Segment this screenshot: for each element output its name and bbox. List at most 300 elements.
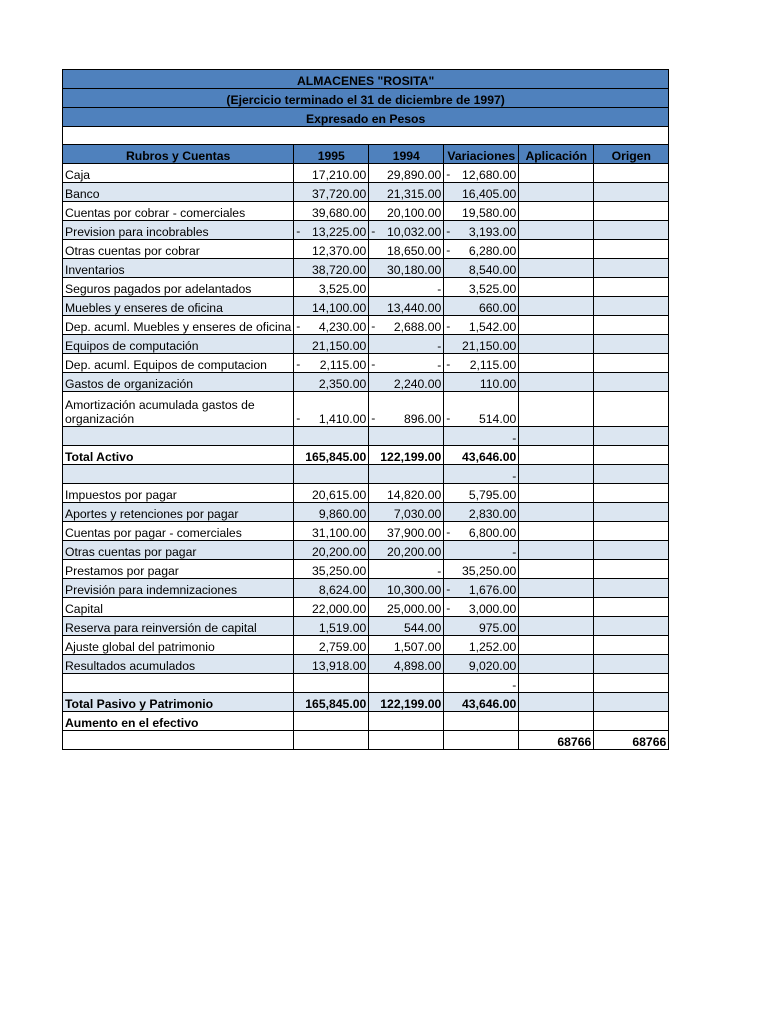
value-1995-cell[interactable] [294, 579, 369, 598]
variacion-cell[interactable] [444, 278, 519, 297]
cell-value: 2,830.00 [468, 507, 517, 521]
aplicacion-cell[interactable] [519, 221, 594, 240]
aplicacion-cell[interactable] [519, 164, 594, 183]
origen-cell[interactable] [594, 259, 669, 278]
cell-value: 35,250.00 [312, 564, 367, 578]
account-label-cell[interactable] [63, 465, 294, 484]
aplicacion-cell[interactable] [519, 503, 594, 522]
origen-cell[interactable] [594, 392, 669, 427]
account-label-cell[interactable]: Inventarios [63, 259, 294, 278]
value-1994-cell[interactable] [369, 259, 444, 278]
account-label-cell[interactable]: Capital [63, 598, 294, 617]
aplicacion-cell[interactable] [519, 693, 594, 712]
cell-value: 8,540.00 [468, 263, 517, 277]
value-1995-cell[interactable] [294, 373, 369, 392]
variacion-cell[interactable] [444, 259, 519, 278]
table-row [63, 240, 669, 259]
cell-value: 29,890.00 [387, 168, 442, 182]
variacion-cell[interactable] [444, 598, 519, 617]
aplicacion-cell[interactable] [519, 636, 594, 655]
blank-row-cell[interactable] [63, 127, 669, 145]
value-1994-cell[interactable] [369, 579, 444, 598]
origen-cell[interactable] [594, 465, 669, 484]
variacion-cell[interactable] [444, 427, 519, 446]
negative-sign: - [446, 319, 451, 333]
aplicacion-cell[interactable] [519, 522, 594, 541]
spreadsheet-table [62, 69, 669, 750]
negative-sign: - [371, 411, 376, 425]
column-header-variaciones[interactable]: Variaciones [444, 145, 519, 164]
value-1994-cell[interactable] [369, 278, 444, 297]
period-subtitle-cell[interactable]: (Ejercicio terminado el 31 de diciembre de 1997) [63, 89, 669, 108]
aplicacion-cell[interactable] [519, 731, 594, 750]
cell-value: 37,900.00 [387, 526, 442, 540]
negative-sign: - [446, 411, 451, 425]
value-1994-cell[interactable] [369, 731, 444, 750]
table-row [63, 617, 669, 636]
table-row [63, 503, 669, 522]
value-1994-cell[interactable] [369, 617, 444, 636]
table-row [63, 674, 669, 693]
value-1995-cell[interactable] [294, 598, 369, 617]
aplicacion-cell[interactable] [519, 316, 594, 335]
table-row [63, 221, 669, 240]
origen-cell[interactable] [594, 164, 669, 183]
company-title-cell[interactable]: ALMACENES "ROSITA" [63, 70, 669, 89]
account-label-cell[interactable]: Gastos de organización [63, 373, 294, 392]
account-label-cell[interactable] [63, 731, 294, 750]
cell-value: 165,845.00 [305, 697, 367, 711]
cell-value: 19,580.00 [462, 206, 517, 220]
aplicacion-cell[interactable] [519, 598, 594, 617]
cell-value: 20,200.00 [387, 545, 442, 559]
account-label-cell[interactable]: Equipos de computación [63, 335, 294, 354]
variacion-cell[interactable] [444, 655, 519, 674]
cell-value: - [437, 358, 442, 372]
aplicacion-cell[interactable] [519, 354, 594, 373]
cell-value: 20,100.00 [387, 206, 442, 220]
variacion-cell[interactable] [444, 354, 519, 373]
variacion-cell[interactable] [444, 560, 519, 579]
account-label-cell[interactable]: Total Activo [63, 446, 294, 465]
cell-value: 13,440.00 [387, 301, 442, 315]
variacion-cell[interactable] [444, 731, 519, 750]
account-label-cell[interactable]: Ajuste global del patrimonio [63, 636, 294, 655]
cell-value: 2,115.00 [469, 358, 517, 372]
origen-cell[interactable] [594, 598, 669, 617]
variacion-cell[interactable] [444, 164, 519, 183]
aplicacion-cell[interactable] [519, 202, 594, 221]
variacion-cell[interactable] [444, 392, 519, 427]
cell-value: 10,032.00 [387, 225, 442, 239]
value-1994-cell[interactable] [369, 354, 444, 373]
cell-value: 3,525.00 [468, 282, 517, 296]
value-1995-cell[interactable] [294, 712, 369, 731]
negative-sign: - [446, 357, 451, 371]
cell-value: 2,688.00 [393, 320, 442, 334]
origen-cell[interactable] [594, 503, 669, 522]
variacion-cell[interactable] [444, 240, 519, 259]
table-row [63, 560, 669, 579]
value-1995-cell[interactable] [294, 202, 369, 221]
origen-cell[interactable] [594, 617, 669, 636]
cell-value: 22,000.00 [312, 602, 367, 616]
value-1994-cell[interactable] [369, 221, 444, 240]
aplicacion-cell[interactable] [519, 278, 594, 297]
value-1994-cell[interactable] [369, 712, 444, 731]
aplicacion-cell[interactable] [519, 579, 594, 598]
cell-value: 39,680.00 [312, 206, 367, 220]
table-row [63, 522, 669, 541]
variacion-cell[interactable] [444, 202, 519, 221]
cell-value: 68766 [557, 735, 592, 749]
table-row [63, 259, 669, 278]
variacion-cell[interactable] [444, 617, 519, 636]
table-row [63, 465, 669, 484]
variacion-cell[interactable] [444, 693, 519, 712]
value-1995-cell[interactable] [294, 335, 369, 354]
cell-value: 21,150.00 [312, 339, 367, 353]
aplicacion-cell[interactable] [519, 712, 594, 731]
account-label-cell[interactable]: Seguros pagados por adelantados [63, 278, 294, 297]
account-label-cell[interactable]: Aportes y retenciones por pagar [63, 503, 294, 522]
origen-cell[interactable] [594, 202, 669, 221]
table-row [63, 446, 669, 465]
account-label-cell[interactable]: Reserva para reinversión de capital [63, 617, 294, 636]
origen-cell[interactable] [594, 373, 669, 392]
value-1994-cell[interactable] [369, 560, 444, 579]
origen-cell[interactable] [594, 712, 669, 731]
table-row [63, 693, 669, 712]
variacion-cell[interactable] [444, 446, 519, 465]
value-1995-cell[interactable] [294, 484, 369, 503]
account-label-cell[interactable]: Dep. acuml. Muebles y enseres de oficina [63, 316, 294, 335]
cell-value: 896.00 [403, 412, 442, 426]
account-label-cell[interactable]: Banco [63, 183, 294, 202]
cell-value: - [512, 545, 517, 559]
value-1994-cell[interactable] [369, 541, 444, 560]
value-1995-cell[interactable] [294, 164, 369, 183]
table-row [63, 392, 669, 427]
table-row [63, 202, 669, 221]
cell-value: 17,210.00 [312, 168, 367, 182]
cell-value: 6,280.00 [468, 244, 517, 258]
account-label-cell[interactable]: Cuentas por pagar - comerciales [63, 522, 294, 541]
aplicacion-cell[interactable] [519, 465, 594, 484]
aplicacion-cell[interactable] [519, 446, 594, 465]
origen-cell[interactable] [594, 655, 669, 674]
origen-cell[interactable] [594, 183, 669, 202]
account-label-cell[interactable]: Previsión para indemnizaciones [63, 579, 294, 598]
variacion-cell[interactable] [444, 335, 519, 354]
value-1994-cell[interactable] [369, 674, 444, 693]
table-row [63, 373, 669, 392]
value-1994-cell[interactable] [369, 335, 444, 354]
cell-value: 660.00 [478, 301, 517, 315]
cell-value: 68766 [632, 735, 667, 749]
value-1994-cell[interactable] [369, 392, 444, 427]
cell-value: 13,225.00 [312, 225, 367, 239]
cell-value: 1,507.00 [393, 640, 442, 654]
cell-value: - [437, 282, 442, 296]
table-row [63, 731, 669, 750]
variacion-cell[interactable] [444, 183, 519, 202]
cell-value: 122,199.00 [380, 450, 442, 464]
cell-value: 10,300.00 [387, 583, 442, 597]
value-1994-cell[interactable] [369, 297, 444, 316]
column-header-row [63, 145, 669, 164]
aplicacion-cell[interactable] [519, 259, 594, 278]
cell-value: 43,646.00 [462, 697, 517, 711]
negative-sign: - [446, 224, 451, 238]
variacion-cell[interactable] [444, 541, 519, 560]
cell-value: 2,350.00 [318, 377, 367, 391]
value-1995-cell[interactable] [294, 392, 369, 427]
column-header-origen[interactable]: Origen [594, 145, 669, 164]
negative-sign: - [296, 357, 301, 371]
aplicacion-cell[interactable] [519, 240, 594, 259]
origen-cell[interactable] [594, 316, 669, 335]
cell-value: 122,199.00 [380, 697, 442, 711]
negative-sign: - [446, 525, 451, 539]
value-1995-cell[interactable] [294, 278, 369, 297]
cell-value: 4,230.00 [318, 320, 367, 334]
cell-value: 38,720.00 [312, 263, 367, 277]
cell-value: - [437, 564, 442, 578]
value-1995-cell[interactable] [294, 522, 369, 541]
cell-value: 3,525.00 [318, 282, 367, 296]
cell-value: - [512, 678, 517, 692]
value-1995-cell[interactable] [294, 503, 369, 522]
value-1995-cell[interactable] [294, 731, 369, 750]
variacion-cell[interactable] [444, 636, 519, 655]
cell-value: 514.00 [478, 412, 517, 426]
variacion-cell[interactable] [444, 316, 519, 335]
aplicacion-cell[interactable] [519, 183, 594, 202]
value-1994-cell[interactable] [369, 446, 444, 465]
cell-value: 544.00 [403, 621, 442, 635]
account-label-cell[interactable]: Prestamos por pagar [63, 560, 294, 579]
value-1995-cell[interactable] [294, 240, 369, 259]
account-label-cell[interactable]: Otras cuentas por cobrar [63, 240, 294, 259]
cell-value: 6,800.00 [468, 526, 517, 540]
account-label-cell[interactable]: Prevision para incobrables [63, 221, 294, 240]
origen-cell[interactable] [594, 278, 669, 297]
value-1994-cell[interactable] [369, 164, 444, 183]
negative-sign: - [446, 167, 451, 181]
table-row [63, 484, 669, 503]
value-1994-cell[interactable] [369, 183, 444, 202]
cell-value: - [437, 339, 442, 353]
value-1995-cell[interactable] [294, 636, 369, 655]
cell-value: 1,542.00 [468, 320, 517, 334]
variacion-cell[interactable] [444, 297, 519, 316]
negative-sign: - [446, 601, 451, 615]
origen-cell[interactable] [594, 354, 669, 373]
value-1994-cell[interactable] [369, 427, 444, 446]
aplicacion-cell[interactable] [519, 674, 594, 693]
value-1994-cell[interactable] [369, 503, 444, 522]
account-label-cell[interactable]: Cuentas por cobrar - comerciales [63, 202, 294, 221]
cell-value: 2,759.00 [318, 640, 367, 654]
cell-value: - [512, 431, 517, 445]
cell-value: 1,519.00 [318, 621, 367, 635]
cell-value: 43,646.00 [462, 450, 517, 464]
variacion-cell[interactable] [444, 712, 519, 731]
value-1995-cell[interactable] [294, 693, 369, 712]
cell-value: 20,200.00 [312, 545, 367, 559]
value-1995-cell[interactable] [294, 316, 369, 335]
origen-cell[interactable] [594, 240, 669, 259]
cell-value: 16,405.00 [462, 187, 517, 201]
account-label-cell[interactable]: Muebles y enseres de oficina [63, 297, 294, 316]
value-1995-cell[interactable] [294, 446, 369, 465]
table-row [63, 278, 669, 297]
account-label-cell[interactable]: Aumento en el efectivo [63, 712, 294, 731]
value-1995-cell[interactable] [294, 560, 369, 579]
origen-cell[interactable] [594, 560, 669, 579]
negative-sign: - [371, 357, 376, 371]
value-1994-cell[interactable] [369, 655, 444, 674]
account-label-cell[interactable]: Impuestos por pagar [63, 484, 294, 503]
negative-sign: - [296, 319, 301, 333]
value-1995-cell[interactable] [294, 354, 369, 373]
table-row [63, 712, 669, 731]
aplicacion-cell[interactable] [519, 427, 594, 446]
origen-cell[interactable] [594, 484, 669, 503]
value-1994-cell[interactable] [369, 522, 444, 541]
cell-value: 165,845.00 [305, 450, 367, 464]
variacion-cell[interactable] [444, 373, 519, 392]
value-1994-cell[interactable] [369, 484, 444, 503]
aplicacion-cell[interactable] [519, 392, 594, 427]
negative-sign: - [296, 411, 301, 425]
variacion-cell[interactable] [444, 503, 519, 522]
value-1994-cell[interactable] [369, 240, 444, 259]
variacion-cell[interactable] [444, 522, 519, 541]
cell-value: 9,860.00 [318, 507, 367, 521]
origen-cell[interactable] [594, 693, 669, 712]
table-row [63, 335, 669, 354]
cell-value: 2,115.00 [319, 358, 367, 372]
origen-cell[interactable] [594, 297, 669, 316]
cell-value: 2,240.00 [393, 377, 442, 391]
value-1995-cell[interactable] [294, 465, 369, 484]
column-header-rubros[interactable]: Rubros y Cuentas [63, 145, 294, 164]
account-label-cell[interactable]: Caja [63, 164, 294, 183]
column-header-1994[interactable]: 1994 [369, 145, 444, 164]
cell-value: 8,624.00 [318, 583, 367, 597]
origen-cell[interactable] [594, 427, 669, 446]
variacion-cell[interactable] [444, 484, 519, 503]
table-row [63, 183, 669, 202]
origen-cell[interactable] [594, 579, 669, 598]
value-1994-cell[interactable] [369, 316, 444, 335]
value-1994-cell[interactable] [369, 693, 444, 712]
table-row [63, 297, 669, 316]
value-1995-cell[interactable] [294, 221, 369, 240]
origen-cell[interactable] [594, 522, 669, 541]
cell-value: 7,030.00 [393, 507, 442, 521]
account-label-cell[interactable] [63, 427, 294, 446]
origen-cell[interactable] [594, 335, 669, 354]
table-row [63, 427, 669, 446]
account-label-cell[interactable]: Otras cuentas por pagar [63, 541, 294, 560]
table-row [63, 636, 669, 655]
origen-cell[interactable] [594, 446, 669, 465]
cell-value: 20,615.00 [312, 488, 367, 502]
account-label-cell[interactable]: Total Pasivo y Patrimonio [63, 693, 294, 712]
origen-cell[interactable] [594, 731, 669, 750]
currency-subtitle-cell[interactable]: Expresado en Pesos [63, 108, 669, 127]
cell-value: 14,100.00 [312, 301, 367, 315]
aplicacion-cell[interactable] [519, 617, 594, 636]
column-header-aplicacion[interactable]: Aplicación [519, 145, 594, 164]
cell-value: 1,252.00 [468, 640, 517, 654]
origen-cell[interactable] [594, 221, 669, 240]
value-1994-cell[interactable] [369, 598, 444, 617]
value-1995-cell[interactable] [294, 183, 369, 202]
aplicacion-cell[interactable] [519, 541, 594, 560]
aplicacion-cell[interactable] [519, 373, 594, 392]
value-1995-cell[interactable] [294, 541, 369, 560]
account-label-cell[interactable]: Amortización acumulada gastos de organización [63, 392, 294, 427]
cell-value: - [512, 469, 517, 483]
aplicacion-cell[interactable] [519, 655, 594, 674]
cell-value: 37,720.00 [312, 187, 367, 201]
origen-cell[interactable] [594, 636, 669, 655]
negative-sign: - [371, 224, 376, 238]
value-1994-cell[interactable] [369, 373, 444, 392]
variacion-cell[interactable] [444, 221, 519, 240]
variacion-cell[interactable] [444, 465, 519, 484]
value-1995-cell[interactable] [294, 617, 369, 636]
cell-value: 14,820.00 [387, 488, 442, 502]
value-1995-cell[interactable] [294, 297, 369, 316]
aplicacion-cell[interactable] [519, 335, 594, 354]
variacion-cell[interactable] [444, 674, 519, 693]
origen-cell[interactable] [594, 674, 669, 693]
value-1995-cell[interactable] [294, 655, 369, 674]
value-1994-cell[interactable] [369, 636, 444, 655]
aplicacion-cell[interactable] [519, 484, 594, 503]
cell-value: 3,193.00 [468, 225, 517, 239]
cell-value: 975.00 [478, 621, 517, 635]
account-label-cell[interactable] [63, 674, 294, 693]
value-1995-cell[interactable] [294, 259, 369, 278]
cell-value: 35,250.00 [462, 564, 517, 578]
table-row [63, 316, 669, 335]
cell-value: 31,100.00 [312, 526, 367, 540]
negative-sign: - [296, 224, 301, 238]
cell-value: 13,918.00 [312, 659, 367, 673]
cell-value: 30,180.00 [387, 263, 442, 277]
origen-cell[interactable] [594, 541, 669, 560]
account-label-cell[interactable]: Resultados acumulados [63, 655, 294, 674]
column-header-1995[interactable]: 1995 [294, 145, 369, 164]
table-row [63, 579, 669, 598]
value-1994-cell[interactable] [369, 202, 444, 221]
value-1995-cell[interactable] [294, 674, 369, 693]
aplicacion-cell[interactable] [519, 297, 594, 316]
aplicacion-cell[interactable] [519, 560, 594, 579]
value-1995-cell[interactable] [294, 427, 369, 446]
cell-value: 12,680.00 [462, 168, 517, 182]
value-1994-cell[interactable] [369, 465, 444, 484]
cell-value: 1,676.00 [468, 583, 517, 597]
variacion-cell[interactable] [444, 579, 519, 598]
account-label-cell[interactable]: Dep. acuml. Equipos de computacion [63, 354, 294, 373]
